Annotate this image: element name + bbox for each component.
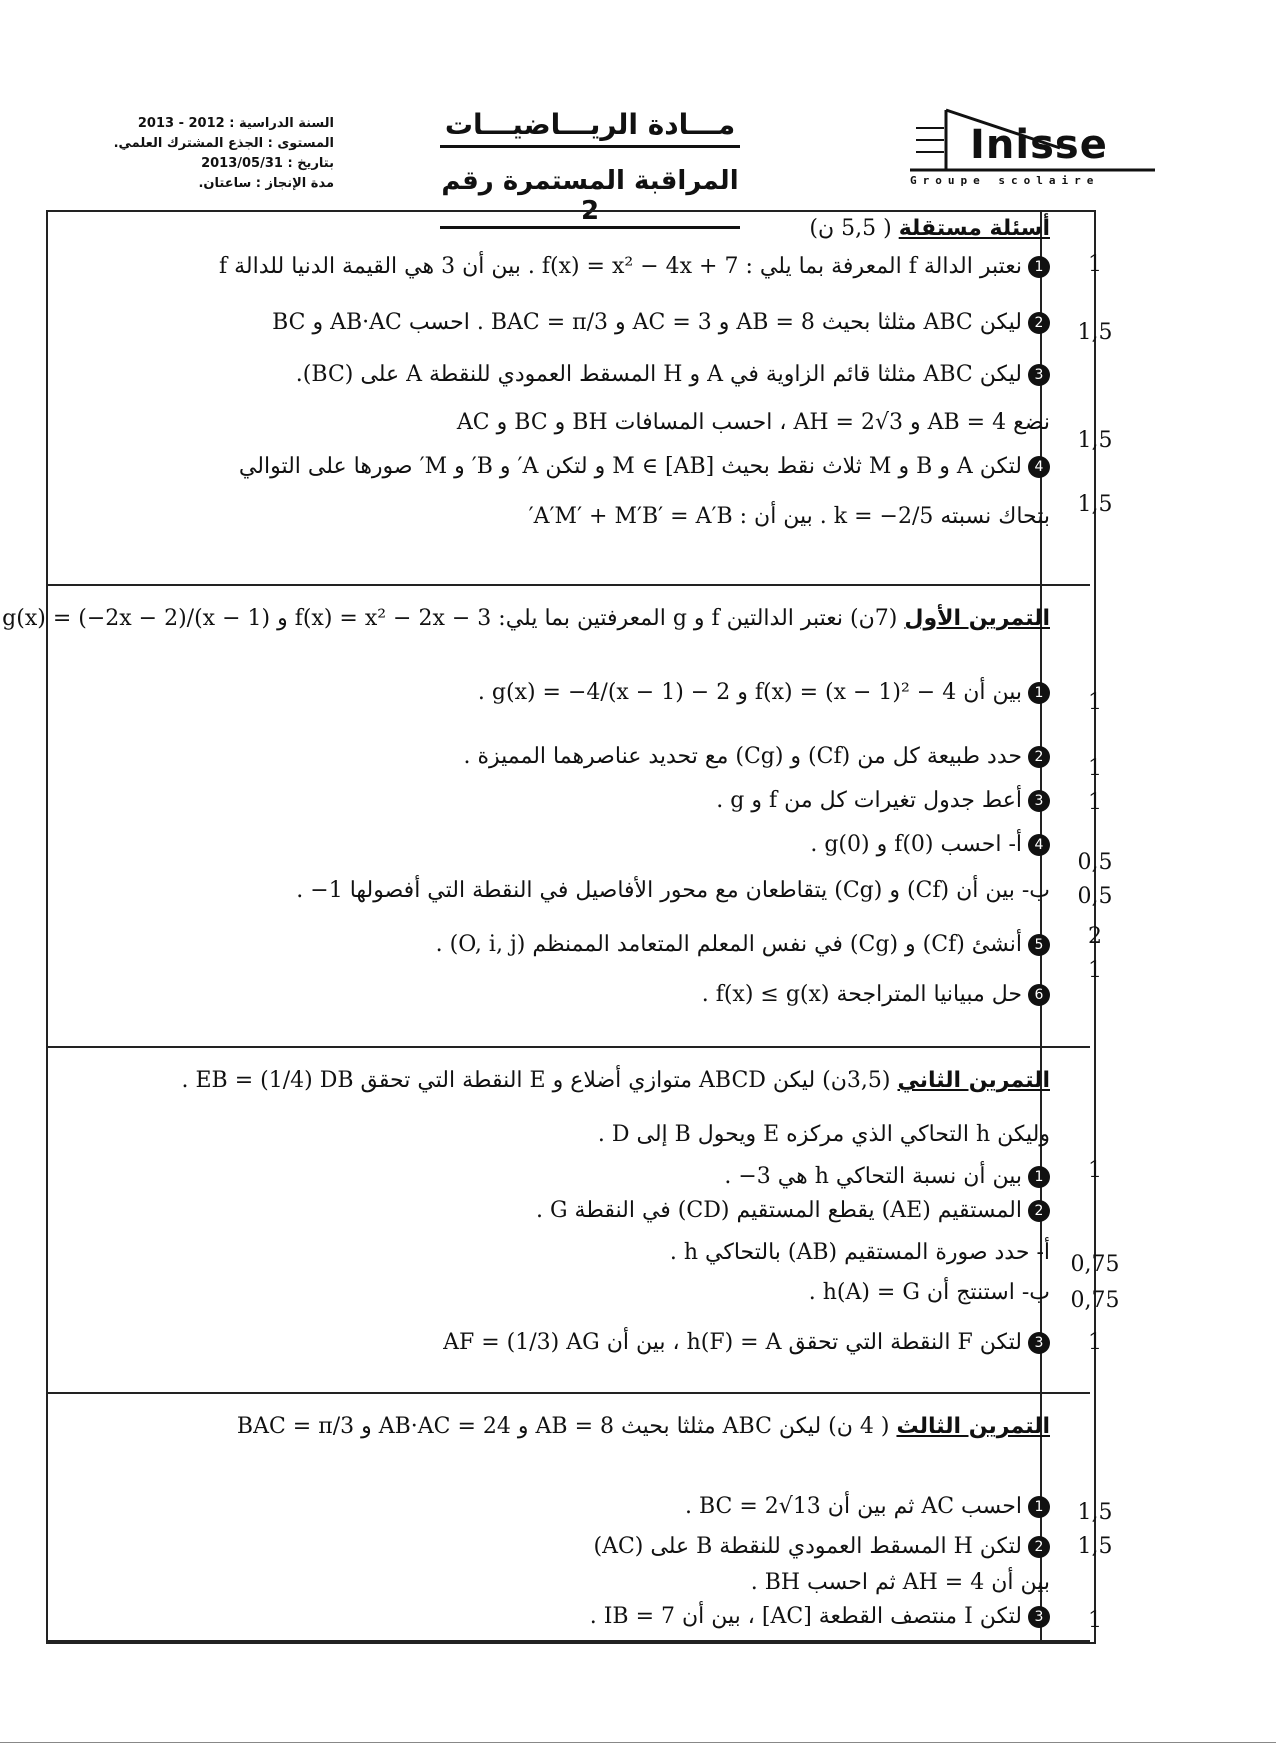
question-text: نعتبر الدالتين f و g المعرفتين بما يلي: f(x) = x² − 2x − 3 و g(x) = (−2x − 2)/(x − 1): [2, 606, 844, 631]
points-value: 0,75: [1070, 1252, 1120, 1277]
question-line: [108, 504, 1050, 529]
points-value: 1: [1088, 790, 1102, 815]
points-value: 1: [1088, 1158, 1102, 1183]
question-number-badge: 4: [1028, 456, 1050, 478]
section-heading: [108, 1068, 1050, 1093]
school-year: السنة الدراسية : 2012 - 2013: [137, 116, 334, 131]
section-title: التمرين الأول: [904, 606, 1050, 631]
question-number-badge: 1: [1028, 256, 1050, 278]
question-text: ليكن ABCD متوازي أضلاع و E النقطة التي تحقق EB = (1/4) DB .: [181, 1068, 816, 1093]
school-logo: [910, 108, 1160, 188]
level: المستوى : الجذع المشترك العلمي.: [113, 136, 334, 151]
question-text: حل مبيانيا المتراجحة f(x) ≤ g(x) .: [701, 982, 1022, 1007]
question-number-badge: 3: [1028, 1606, 1050, 1628]
question-text: ليكن ABC مثلثا قائم الزاوية في A و H المسقط العمودي للنقطة A على (BC).: [295, 362, 1022, 387]
question-number-badge: 1: [1028, 1166, 1050, 1188]
question-line: [108, 680, 1050, 705]
header-info: [34, 114, 334, 194]
question-line: [108, 310, 1050, 335]
question-text: لتكن H المسقط العمودي للنقطة B على (AC): [593, 1534, 1022, 1559]
points-value: 1,5: [1077, 492, 1113, 517]
points-value: 1: [1088, 690, 1102, 715]
points-value: 1,5: [1077, 320, 1113, 345]
section-exercise-2: [48, 1048, 1090, 1394]
question-number-badge: 3: [1028, 790, 1050, 812]
question-line: [108, 1494, 1050, 1519]
exam-date: بتاريخ : 2013/05/31: [201, 156, 334, 171]
question-text: وليكن h التحاكي الذي مركزه E ويحول B إلى D .: [597, 1122, 1050, 1147]
question-text: أنشئ (Cf) و (Cg) في نفس المعلم المتعامد الممنظم (O, i, j) .: [435, 932, 1022, 957]
question-text: لتكن I منتصف القطعة [AC] ، بين أن IB = 7 .: [589, 1604, 1022, 1629]
question-line: [108, 1604, 1050, 1629]
question-line: [108, 1240, 1050, 1265]
logo-tagline: Groupe scolaire: [910, 174, 1100, 187]
section-heading: [2, 606, 1050, 631]
question-number-badge: 1: [1028, 1496, 1050, 1518]
points-value: 1: [1088, 958, 1102, 983]
section-title: التمرين الثاني: [897, 1068, 1050, 1093]
question-line: [108, 1164, 1050, 1189]
question-text: بتحاك نسبته k = −2/5 . بين أن : A′M′ + M′B′ = A′B′: [528, 504, 1050, 529]
points-value: 1,5: [1077, 1500, 1113, 1525]
question-text: لتكن F النقطة التي تحقق h(F) = A ، بين أن AF = (1/3) AG: [443, 1330, 1022, 1355]
section-score: (7ن): [850, 606, 898, 631]
question-number-badge: 3: [1028, 1332, 1050, 1354]
question-line: [108, 1122, 1050, 1147]
section-heading: [108, 1414, 1050, 1439]
section-heading: [108, 216, 1050, 241]
question-line: [108, 1330, 1050, 1355]
question-text: ليكن ABC مثلثا بحيث AB = 8 و AC = 3 و BAC = π/3 . احسب AB·AC و BC: [272, 310, 1022, 335]
question-text: المستقيم (AE) يقطع المستقيم (CD) في النقطة G .: [535, 1198, 1022, 1223]
question-text: نعتبر الدالة f المعرفة بما يلي : f(x) = x² − 4x + 7 . بين أن 3 هي القيمة الدنيا للدالة f: [218, 254, 1022, 279]
duration: مدة الإنجاز : ساعتان.: [198, 176, 334, 191]
question-number-badge: 3: [1028, 364, 1050, 386]
question-text: احسب AC ثم بين أن BC = 2√13 .: [684, 1494, 1022, 1519]
question-text: بين أن AH = 4 ثم احسب BH .: [750, 1570, 1050, 1595]
points-value: 1: [1088, 1330, 1102, 1355]
question-number-badge: 6: [1028, 984, 1050, 1006]
header: [0, 108, 1276, 226]
question-text: نضع AB = 4 و AH = 2√3 ، احسب المسافات BH و BC و AC: [456, 410, 1050, 435]
question-text: أعط جدول تغيرات كل من f و g .: [716, 788, 1022, 813]
exam-title: المراقبة المستمرة رقم 2: [440, 166, 740, 229]
logo-brand: Inisse: [970, 122, 1108, 168]
section-score: (3,5ن): [822, 1068, 891, 1093]
question-line: [108, 1534, 1050, 1559]
section-exercise-3: [48, 1394, 1090, 1642]
question-line: [108, 1570, 1050, 1595]
question-text: أ- احسب f(0) و g(0) .: [810, 832, 1022, 857]
points-value: 1,5: [1077, 428, 1113, 453]
points-value: 1: [1088, 756, 1102, 781]
section-title: أسئلة مستقلة: [898, 216, 1050, 241]
page-bottom-rule: [0, 1742, 1276, 1743]
question-line: [108, 410, 1050, 435]
question-line: [108, 254, 1050, 279]
question-line: [108, 932, 1050, 957]
question-number-badge: 2: [1028, 746, 1050, 768]
question-text: ب- بين أن (Cf) و (Cg) يتقاطعان مع محور الأفاصيل في النقطة التي أفصولها 1− .: [296, 878, 1050, 903]
section-score: ( 5,5 ن): [809, 216, 892, 241]
points-value: 1,5: [1077, 1534, 1113, 1559]
question-line: [108, 878, 1050, 903]
question-number-badge: 5: [1028, 934, 1050, 956]
points-value: 0,5: [1077, 884, 1113, 909]
question-line: [108, 454, 1050, 479]
question-number-badge: 2: [1028, 312, 1050, 334]
question-text: بين أن نسبة التحاكي h هي 3− .: [724, 1164, 1022, 1189]
subject: مـــادة الريـــاضيـــات: [440, 108, 740, 148]
question-line: [108, 788, 1050, 813]
question-text: أ- حدد صورة المستقيم (AB) بالتحاكي h .: [669, 1240, 1050, 1265]
question-line: [108, 744, 1050, 769]
question-number-badge: 1: [1028, 682, 1050, 704]
section-independent-questions: [48, 212, 1090, 586]
section-exercise-1: [2, 586, 1090, 1048]
question-line: [108, 1280, 1050, 1305]
points-value: 1: [1088, 252, 1102, 277]
points-value: 2: [1088, 924, 1102, 949]
question-text: ب- استنتج أن h(A) = G .: [808, 1280, 1050, 1305]
section-score: ( 4 ن): [828, 1414, 890, 1439]
question-line: [108, 982, 1050, 1007]
section-title: التمرين الثالث: [896, 1414, 1050, 1439]
question-text: لتكن A و B و M ثلاث نقط بحيث M ∈ [AB] و لتكن A′ و B′ و M′ صورها على التوالي: [238, 454, 1022, 479]
question-line: [108, 1198, 1050, 1223]
question-text: ليكن ABC مثلثا بحيث AB = 8 و AB·AC = 24 و BAC = π/3: [236, 1414, 822, 1439]
question-number-badge: 2: [1028, 1536, 1050, 1558]
question-text: بين أن f(x) = (x − 1)² − 4 و g(x) = −4/(x − 1) − 2 .: [477, 680, 1022, 705]
points-value: 0,75: [1070, 1288, 1120, 1313]
question-line: [108, 832, 1050, 857]
question-number-badge: 2: [1028, 1200, 1050, 1222]
question-line: [108, 362, 1050, 387]
question-text: حدد طبيعة كل من (Cf) و (Cg) مع تحديد عناصرهما المميزة .: [463, 744, 1022, 769]
points-value: 0,5: [1077, 850, 1113, 875]
question-number-badge: 4: [1028, 834, 1050, 856]
points-value: 1: [1088, 1608, 1102, 1633]
